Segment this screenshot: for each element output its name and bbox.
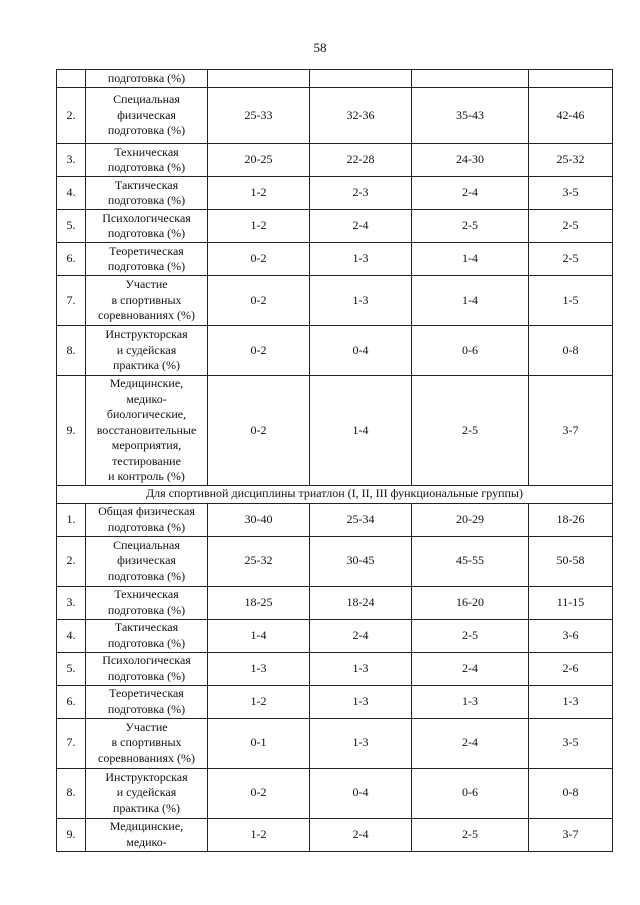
indicator-name-cell: Специальная физическая подготовка (%) bbox=[86, 536, 208, 586]
row-number-cell: 6. bbox=[57, 243, 86, 276]
value-cell: 25-32 bbox=[208, 536, 310, 586]
indicator-name-cell: Медицинские, медико- биологические, восстановительные мероприятия, тестирование и контроль (%) bbox=[86, 376, 208, 486]
value-cell: 1-3 bbox=[310, 685, 412, 718]
value-cell: 1-3 bbox=[412, 685, 529, 718]
row-number-cell bbox=[57, 70, 86, 88]
value-cell: 2-4 bbox=[412, 718, 529, 768]
value-cell: 18-26 bbox=[529, 503, 613, 536]
indicator-name-cell: Техническая подготовка (%) bbox=[86, 144, 208, 177]
value-cell: 20-25 bbox=[208, 144, 310, 177]
indicator-name-cell: Общая физическая подготовка (%) bbox=[86, 503, 208, 536]
table-row bbox=[57, 70, 613, 88]
table-row bbox=[57, 818, 613, 851]
value-cell: 24-30 bbox=[412, 144, 529, 177]
indicator-name-cell: Участие в спортивных соревнованиях (%) bbox=[86, 276, 208, 326]
value-cell: 11-15 bbox=[529, 586, 613, 619]
table-row bbox=[57, 376, 613, 486]
row-number-cell: 8. bbox=[57, 768, 86, 818]
table-row bbox=[57, 768, 613, 818]
value-cell: 3-7 bbox=[529, 376, 613, 486]
value-cell: 0-8 bbox=[529, 326, 613, 376]
value-cell: 2-5 bbox=[412, 818, 529, 851]
value-cell: 0-2 bbox=[208, 243, 310, 276]
value-cell: 2-5 bbox=[529, 243, 613, 276]
table-row bbox=[57, 619, 613, 652]
value-cell: 0-1 bbox=[208, 718, 310, 768]
indicator-name-cell: подготовка (%) bbox=[86, 70, 208, 88]
table-row bbox=[57, 652, 613, 685]
value-cell: 25-33 bbox=[208, 88, 310, 144]
indicator-name-cell: Тактическая подготовка (%) bbox=[86, 619, 208, 652]
value-cell: 3-5 bbox=[529, 718, 613, 768]
value-cell bbox=[412, 70, 529, 88]
value-cell: 1-3 bbox=[310, 276, 412, 326]
indicator-name-cell: Медицинские, медико- bbox=[86, 818, 208, 851]
value-cell: 2-5 bbox=[412, 619, 529, 652]
value-cell: 1-3 bbox=[310, 652, 412, 685]
value-cell: 18-24 bbox=[310, 586, 412, 619]
row-number-cell: 6. bbox=[57, 685, 86, 718]
row-number-cell: 9. bbox=[57, 376, 86, 486]
training-ratio-table bbox=[56, 69, 613, 852]
table-row bbox=[57, 536, 613, 586]
value-cell: 1-4 bbox=[412, 276, 529, 326]
value-cell: 3-7 bbox=[529, 818, 613, 851]
table-row bbox=[57, 718, 613, 768]
section-title: Для спортивной дисциплины триатлон (I, II, III функциональные группы) bbox=[57, 485, 613, 503]
value-cell: 0-8 bbox=[529, 768, 613, 818]
section-header-row bbox=[57, 485, 613, 503]
value-cell: 25-34 bbox=[310, 503, 412, 536]
value-cell: 0-6 bbox=[412, 326, 529, 376]
indicator-name-cell: Техническая подготовка (%) bbox=[86, 586, 208, 619]
value-cell: 2-3 bbox=[310, 177, 412, 210]
row-number-cell: 7. bbox=[57, 718, 86, 768]
indicator-name-cell: Теоретическая подготовка (%) bbox=[86, 243, 208, 276]
row-number-cell: 3. bbox=[57, 586, 86, 619]
value-cell: 1-5 bbox=[529, 276, 613, 326]
value-cell: 1-3 bbox=[310, 718, 412, 768]
value-cell: 3-6 bbox=[529, 619, 613, 652]
table-row bbox=[57, 276, 613, 326]
value-cell: 30-40 bbox=[208, 503, 310, 536]
value-cell: 2-4 bbox=[412, 177, 529, 210]
value-cell: 45-55 bbox=[412, 536, 529, 586]
row-number-cell: 2. bbox=[57, 88, 86, 144]
table-body bbox=[57, 70, 613, 852]
page-number: 58 bbox=[313, 40, 327, 55]
value-cell: 1-2 bbox=[208, 818, 310, 851]
value-cell: 2-5 bbox=[412, 210, 529, 243]
value-cell: 1-2 bbox=[208, 685, 310, 718]
value-cell: 50-58 bbox=[529, 536, 613, 586]
indicator-name-cell: Участие в спортивных соревнованиях (%) bbox=[86, 718, 208, 768]
indicator-name-cell: Инструкторская и судейская практика (%) bbox=[86, 768, 208, 818]
indicator-name-cell: Психологическая подготовка (%) bbox=[86, 210, 208, 243]
value-cell: 1-4 bbox=[208, 619, 310, 652]
value-cell: 2-4 bbox=[412, 652, 529, 685]
value-cell: 42-46 bbox=[529, 88, 613, 144]
value-cell: 32-36 bbox=[310, 88, 412, 144]
table-row bbox=[57, 88, 613, 144]
row-number-cell: 3. bbox=[57, 144, 86, 177]
value-cell: 2-4 bbox=[310, 210, 412, 243]
value-cell: 1-3 bbox=[208, 652, 310, 685]
value-cell: 2-5 bbox=[412, 376, 529, 486]
table-row bbox=[57, 503, 613, 536]
value-cell: 1-3 bbox=[310, 243, 412, 276]
value-cell: 0-2 bbox=[208, 768, 310, 818]
value-cell: 3-5 bbox=[529, 177, 613, 210]
value-cell: 2-6 bbox=[529, 652, 613, 685]
value-cell: 16-20 bbox=[412, 586, 529, 619]
row-number-cell: 4. bbox=[57, 619, 86, 652]
value-cell: 1-4 bbox=[310, 376, 412, 486]
value-cell: 0-4 bbox=[310, 326, 412, 376]
value-cell: 25-32 bbox=[529, 144, 613, 177]
value-cell: 0-2 bbox=[208, 376, 310, 486]
row-number-cell: 5. bbox=[57, 652, 86, 685]
value-cell: 0-6 bbox=[412, 768, 529, 818]
indicator-name-cell: Тактическая подготовка (%) bbox=[86, 177, 208, 210]
row-number-cell: 8. bbox=[57, 326, 86, 376]
value-cell: 1-2 bbox=[208, 177, 310, 210]
row-number-cell: 1. bbox=[57, 503, 86, 536]
row-number-cell: 4. bbox=[57, 177, 86, 210]
value-cell: 2-5 bbox=[529, 210, 613, 243]
value-cell: 18-25 bbox=[208, 586, 310, 619]
value-cell: 35-43 bbox=[412, 88, 529, 144]
value-cell: 1-4 bbox=[412, 243, 529, 276]
value-cell: 22-28 bbox=[310, 144, 412, 177]
value-cell: 0-2 bbox=[208, 326, 310, 376]
value-cell: 30-45 bbox=[310, 536, 412, 586]
value-cell: 1-3 bbox=[529, 685, 613, 718]
table-row bbox=[57, 586, 613, 619]
row-number-cell: 7. bbox=[57, 276, 86, 326]
value-cell: 2-4 bbox=[310, 818, 412, 851]
row-number-cell: 5. bbox=[57, 210, 86, 243]
row-number-cell: 2. bbox=[57, 536, 86, 586]
row-number-cell: 9. bbox=[57, 818, 86, 851]
table-row bbox=[57, 685, 613, 718]
value-cell: 0-2 bbox=[208, 276, 310, 326]
value-cell: 1-2 bbox=[208, 210, 310, 243]
table-row bbox=[57, 177, 613, 210]
value-cell bbox=[310, 70, 412, 88]
value-cell bbox=[529, 70, 613, 88]
value-cell bbox=[208, 70, 310, 88]
table-row bbox=[57, 144, 613, 177]
value-cell: 2-4 bbox=[310, 619, 412, 652]
indicator-name-cell: Психологическая подготовка (%) bbox=[86, 652, 208, 685]
indicator-name-cell: Теоретическая подготовка (%) bbox=[86, 685, 208, 718]
value-cell: 0-4 bbox=[310, 768, 412, 818]
indicator-name-cell: Специальная физическая подготовка (%) bbox=[86, 88, 208, 144]
table-row bbox=[57, 210, 613, 243]
table-row bbox=[57, 326, 613, 376]
indicator-name-cell: Инструкторская и судейская практика (%) bbox=[86, 326, 208, 376]
table-row bbox=[57, 243, 613, 276]
value-cell: 20-29 bbox=[412, 503, 529, 536]
